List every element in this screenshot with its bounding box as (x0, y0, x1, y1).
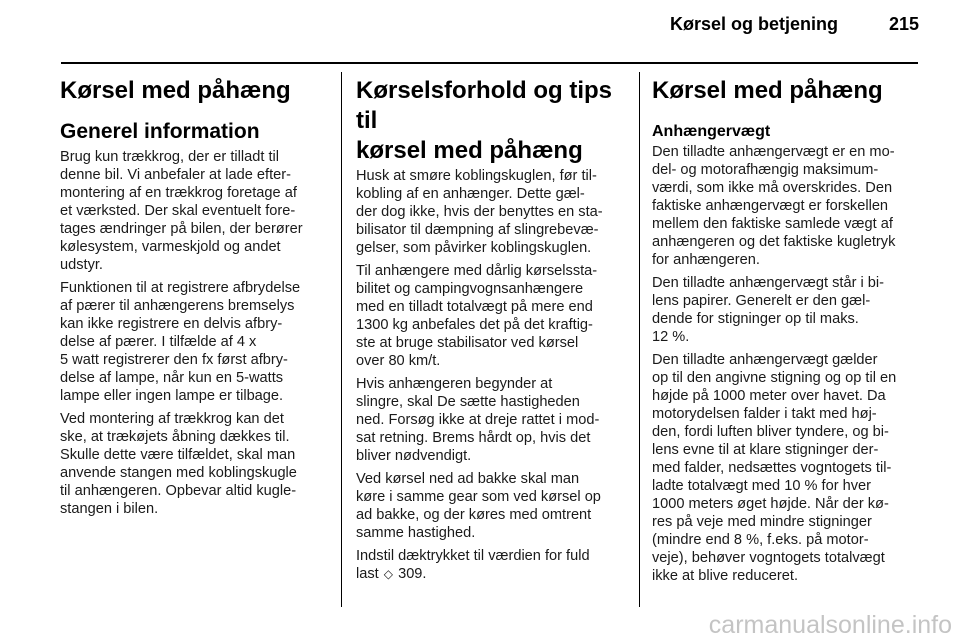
text-line: anhængeren og det faktiske kugletryk (652, 234, 896, 250)
text-line: Ved kørsel ned ad bakke skal man (356, 471, 580, 487)
section-title-line: Kørselsforhold og tips til (356, 77, 613, 134)
text-line: faktiske anhængervægt er forskellen (652, 198, 889, 214)
text-line: med en tilladt totalvægt på mere end (356, 299, 593, 315)
paragraph (652, 143, 922, 269)
text-line: køre i samme gear som ved kørsel op (356, 489, 601, 505)
text-line: værdi, som ikke må overskrides. Den (652, 180, 893, 196)
text-line: denne bil. Vi anbefaler at lade efter- (60, 167, 291, 183)
text-line: Den tilladte anhængervægt står i bi- (652, 275, 884, 291)
text-line: Husk at smøre koblingskuglen, før til- (356, 168, 597, 184)
column-divider (639, 72, 640, 607)
text-fragment: last (356, 566, 379, 582)
text-line: res på veje med mindre stigninger (652, 514, 872, 530)
text-line: af pærer til anhængerens bremselys (60, 298, 295, 314)
paragraph-group (60, 148, 328, 518)
text-line: bilisator til dæmpning af slingrebevæ- (356, 222, 599, 238)
text-line: med falder, nedsættes vogntogets til- (652, 460, 892, 476)
text-line: ste at bruge stabilisator ved kørsel (356, 335, 579, 351)
text-line: et værksted. Der skal eventuelt fore- (60, 203, 296, 219)
paragraph (60, 148, 328, 274)
arrow-right-icon[interactable]: ◇ (383, 567, 394, 581)
text-line: gelser, som påvirker koblingskuglen. (356, 240, 592, 256)
text-line: 5 watt registrerer den fx først afbry- (60, 352, 288, 368)
text-line: del- og motorafhængig maksimum- (652, 162, 879, 178)
text-line: Den tilladte anhængervægt er en mo- (652, 144, 895, 160)
text-line: der dog ikke, hvis der benyttes en sta- (356, 204, 603, 220)
text-line: kan ikke registrere en delvis afbry- (60, 316, 283, 332)
paragraph (652, 274, 922, 346)
text-line: for anhængeren. (652, 252, 760, 268)
text-line: veje), behøver vogntogets totalvægt (652, 550, 885, 566)
paragraph-tire-pressure (356, 547, 624, 583)
text-line: (mindre end 8 %, f.eks. på motor- (652, 532, 869, 548)
text-line: bliver nødvendigt. (356, 448, 472, 464)
section-title: Kørsel med påhæng (652, 77, 883, 104)
text-line: ladte totalvægt med 10 % for hver (652, 478, 872, 494)
text-line: 1300 kg anbefales det på det kraftig- (356, 317, 593, 333)
paragraph (356, 375, 624, 465)
text-line: Indstil dæktrykket til værdien for fuld (356, 548, 590, 564)
text-line: lens evne til at klare stigninger der- (652, 442, 879, 458)
section-title: Kørsel med påhæng (60, 77, 291, 104)
text-line: delse af pærer. I tilfælde af 4 x (60, 334, 257, 350)
text-line: montering af en trækkrog foretage af (60, 185, 297, 201)
text-line: højde på 1000 meter over havet. Da (652, 388, 886, 404)
page-reference[interactable]: 309. (398, 566, 427, 582)
text-line: over 80 km/t. (356, 353, 441, 369)
text-line: Brug kun trækkrog, der er tilladt til (60, 149, 279, 165)
text-line: tages ændringer på bilen, der berører (60, 221, 303, 237)
paragraph-group (356, 167, 624, 542)
section-subtitle: Generel information (60, 120, 260, 143)
text-line: ikke at blive reduceret. (652, 568, 799, 584)
column-2 (356, 72, 624, 588)
text-line: den, fordi luften bliver tyndere, og bi- (652, 424, 889, 440)
header-rule (61, 62, 918, 64)
text-line: kobling af en anhænger. Dette gæl- (356, 186, 585, 202)
text-line: Den tilladte anhængervægt gælder (652, 352, 878, 368)
text-line: Skulle dette være tilfældet, skal man (60, 447, 296, 463)
text-line: stangen i bilen. (60, 501, 159, 517)
paragraph (60, 279, 328, 405)
text-line: 1000 meters øget højde. Når der kø- (652, 496, 889, 512)
text-line: ske, at trækøjets åbning dækkes til. (60, 429, 290, 445)
text-line: ad bakke, og der køres med omtrent (356, 507, 592, 523)
text-line: lens papirer. Generelt er den gæl- (652, 293, 871, 309)
paragraph (356, 167, 624, 257)
text-line: Hvis anhængeren begynder at (356, 376, 553, 392)
text-line: bilitet og campingvognsanhængere (356, 281, 584, 297)
paragraph-group (652, 143, 922, 585)
text-line (356, 565, 624, 583)
column-3 (652, 72, 922, 590)
text-line: udstyr. (60, 257, 103, 273)
paragraph (356, 262, 624, 370)
watermark: carmanualsonline.info (708, 611, 952, 639)
text-line: sat retning. Brems hårdt op, hvis det (356, 430, 591, 446)
text-line: Funktionen til at registrere afbrydelse (60, 280, 301, 296)
paragraph (356, 470, 624, 542)
text-line: Ved montering af trækkrog kan det (60, 411, 284, 427)
text-line: til anhængeren. Opbevar altid kugle- (60, 483, 297, 499)
text-line: lampe eller ingen lampe er tilbage. (60, 388, 284, 404)
text-line: op til den angivne stigning og op til en (652, 370, 897, 386)
section-title (356, 76, 624, 166)
text-line: 12 %. (652, 329, 690, 345)
text-line: mellem den faktiske samlede vægt af (652, 216, 893, 232)
text-line: motorydelsen falder i takt med høj- (652, 406, 877, 422)
text-line: samme hastighed. (356, 525, 476, 541)
paragraph (60, 410, 328, 518)
running-header-title: Kørsel og betjening (669, 14, 838, 34)
paragraph (652, 351, 922, 585)
section-title-line: kørsel med påhæng (356, 137, 583, 164)
column-1 (60, 72, 328, 523)
column-divider (341, 72, 342, 607)
text-line: kølesystem, varmeskjold og andet (60, 239, 281, 255)
page-number: 215 (888, 14, 919, 34)
text-line: delse af lampe, når kun en 5-watts (60, 370, 284, 386)
text-line: dende for stigninger op til maks. (652, 311, 859, 327)
text-line: Til anhængere med dårlig kørselssta- (356, 263, 598, 279)
text-line: anvende stangen med koblingskugle (60, 465, 297, 481)
text-line: slingre, skal De sætte hastigheden (356, 394, 580, 410)
section-subtitle: Anhængervægt (652, 123, 771, 140)
text-line: ned. Forsøg ikke at dreje rattet i mod- (356, 412, 600, 428)
